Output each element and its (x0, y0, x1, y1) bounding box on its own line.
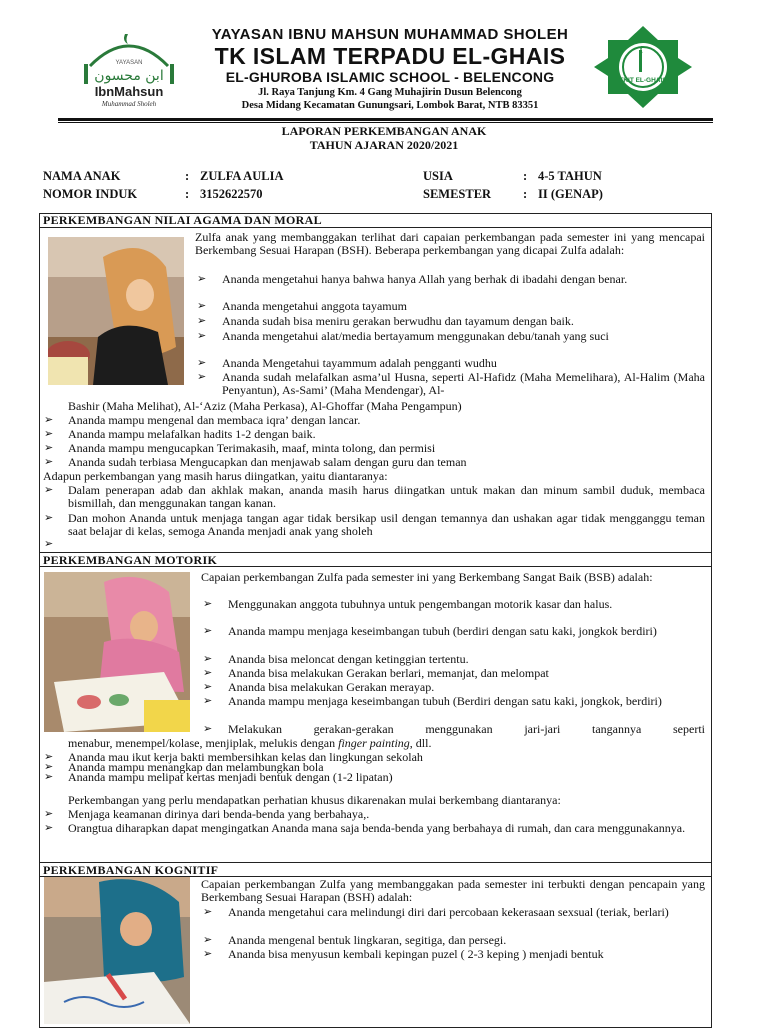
motorik-item-3: Ananda bisa meloncat dengan ketinggian tertentu. (228, 652, 469, 666)
motorik-item-4: Ananda bisa melakukan Gerakan berlari, memanjat, dan melompat (228, 666, 549, 680)
logo-sub-text: Muhammad Sholeh (101, 100, 157, 108)
address-line-1: Jl. Raya Tanjung Km. 4 Gang Muhajirin Dusun Belencong (258, 87, 522, 98)
semester-colon: : (523, 187, 528, 201)
name-label: NAMA ANAK (43, 169, 121, 183)
logo-top-text: YAYASAN (115, 60, 143, 66)
bullet-icon: ➢ (44, 484, 54, 496)
kognitif-item-3: Ananda bisa menyusun kembali kepingan puzel ( 2-3 keping ) menjadi bentuk (228, 947, 604, 961)
motorik-note: Perkembangan yang perlu mendapatkan perhatian khusus dikarenakan mulai berkembang diantaranya: (68, 793, 561, 807)
bullet-icon: ➢ (203, 598, 213, 610)
id-label: NOMOR INDUK (43, 187, 138, 201)
letterhead-text (190, 26, 590, 112)
school-name: TK ISLAM TERPADU EL-GHAIS (214, 43, 566, 69)
bullet-icon: ➢ (44, 771, 54, 783)
motorik-fine-emphasis: finger painting (338, 736, 410, 750)
agama-item3-1: Dalam penerapan adab dan akhlak makan, ananda masih harus diingatkan untuk makan dan minum sambil duduk, membaca bismillah, dan menggunakan tangan kanan. (68, 483, 705, 510)
bullet-icon: ➢ (197, 300, 207, 312)
school-logo-text: TKIT EL-GHAIS (619, 77, 667, 84)
semester-label: SEMESTER (423, 187, 492, 201)
school-logo (590, 24, 696, 110)
photo-child-painting (44, 572, 190, 732)
agama-item3-2: Dan mohon Ananda untuk menjaga tangan agar tidak bersikap usil dengan temannya dan ushakan agar tidak mengganggu teman saat belajar di kelas, semoga Ananda menjadi anak yang sholeh (68, 511, 705, 538)
motorik-item3-2: Orangtua diharapkan dapat mengingatkan Ananda mana saja benda-benda yang berbahaya di rumah, dan cara menggunakannya. (68, 821, 686, 835)
bullet-icon: ➢ (203, 934, 213, 946)
report-year-line: TAHUN AJARAN 2020/2021 (309, 138, 459, 152)
motorik-intro: Capaian perkembangan Zulfa pada semester ini yang Berkembang Sangat Baik (BSB) adalah: (201, 570, 653, 584)
motorik-item-5: Ananda bisa melakukan Gerakan merayap. (228, 680, 435, 694)
motorik-fine-text: menabur, menempel/kolase, menjiplak, melukis dengan (68, 736, 339, 750)
agama-item2-4: Ananda sudah terbiasa Mengucapkan dan menjawab salam dengan guru dan teman (68, 455, 467, 469)
bullet-icon: ➢ (197, 315, 207, 327)
motorik-item-6: Ananda mampu menjaga keseimbangan tubuh (Berdiri dengan satu kaki, jongkok, berdiri) (228, 694, 662, 708)
letterhead (0, 0, 768, 124)
motorik-item3-1: Menjaga keamanan dirinya dari benda-benda yang berbahaya,. (68, 807, 370, 821)
report-title-line: LAPORAN PERKEMBANGAN ANAK (281, 124, 487, 138)
school-subtitle: EL-GHUROBA ISLAMIC SCHOOL - BELENCONG (225, 69, 555, 85)
report-title (0, 124, 768, 152)
agama-item-3: Ananda sudah bisa meniru gerakan berwudhu dan tayamum dengan baik. (222, 314, 574, 328)
section-agama-title: PERKEMBANGAN NILAI AGAMA DAN MORAL (39, 213, 712, 228)
bullet-icon: ➢ (203, 653, 213, 665)
motorik-item-2: Ananda mampu menjaga keseimbangan tubuh (berdiri dengan satu kaki, jongkok berdiri) (228, 624, 657, 638)
agama-item-4: Ananda mengetahui alat/media bertayamum menggunakan debu/tanah yang suci (222, 329, 609, 343)
bullet-icon: ➢ (44, 822, 54, 834)
section-motorik-title: PERKEMBANGAN MOTORIK (39, 552, 712, 567)
kognitif-item-2: Ananda mengenal bentuk lingkaran, segitiga, dan persegi. (228, 933, 507, 947)
motorik-item-1: Menggunakan anggota tubuhnya untuk pengembangan motorik kasar dan halus. (228, 597, 613, 611)
bullet-icon: ➢ (44, 456, 54, 468)
bullet-icon: ➢ (44, 751, 54, 763)
foundation-logo (70, 30, 188, 114)
agama-item2-2: Ananda mampu melafalkan hadits 1-2 dengan baik. (68, 427, 316, 441)
bullet-icon: ➢ (197, 371, 207, 383)
kognitif-item-1: Ananda mengetahui cara melindungi diri dari percobaan kekerasaan sexsual (teriak, berlari) (228, 905, 669, 919)
bullet-icon: ➢ (197, 330, 207, 342)
photo-child-wudhu (48, 237, 184, 385)
bullet-icon: ➢ (203, 723, 213, 735)
logo-name-text: IbnMahsun (94, 84, 164, 99)
agama-item2-3: Ananda mampu mengucapkan Terimakasih, maaf, minta tolong, dan permisi (68, 441, 436, 455)
letterhead-rule (58, 118, 713, 121)
bullet-icon: ➢ (44, 414, 54, 426)
kognitif-intro: Capaian perkembangan Zulfa yang membanggakan pada semester ini terbukti dengan pencapain yang Berkembang Sesuai Harapan (BSH) adalah: (201, 877, 705, 904)
agama-note: Adapun perkembangan yang masih harus diingatkan, yaitu diantaranya: (43, 469, 388, 483)
foundation-name: YAYASAN IBNU MAHSUN MUHAMMAD SHOLEH (211, 26, 569, 43)
agama-item-5: Ananda Mengetahui tayammum adalah pengganti wudhu (222, 356, 497, 370)
address-line-2: Desa Midang Kecamatan Gunungsari, Lombok Barat, NTB 83351 (241, 100, 539, 111)
agama-item-1: Ananda mengetahui hanya bahwa hanya Allah yang berhak di ibadahi dengan benar. (222, 272, 628, 286)
id-colon: : (185, 187, 190, 201)
bullet-icon: ➢ (203, 948, 213, 960)
motorik-fine-end: , dll. (409, 736, 432, 750)
motorik-fine-motor-a: Melakukan gerakan-gerakan menggunakan jari-jari tangannya seperti (228, 722, 705, 736)
bullet-icon: ➢ (197, 273, 207, 285)
motorik-item2-3: Ananda mampu melipat kertas menjadi bentuk dengan (1-2 lipatan) (68, 770, 393, 784)
bullet-icon: ➢ (203, 906, 213, 918)
name-colon: : (185, 169, 190, 183)
bullet-icon: ➢ (44, 428, 54, 440)
id-value: 3152622570 (200, 187, 263, 201)
bullet-icon: ➢ (44, 512, 54, 524)
photo-child-drawing (44, 877, 190, 1024)
age-colon: : (523, 169, 528, 183)
age-label: USIA (423, 169, 453, 183)
bullet-icon: ➢ (44, 538, 54, 550)
logo-arabic-text: ابن محسون (94, 68, 164, 84)
agama-item2-1: Ananda mampu mengenal dan membaca iqra’ dengan lancar. (68, 413, 361, 427)
bullet-icon: ➢ (203, 695, 213, 707)
agama-item-asma: Ananda sudah melafalkan asma’ul Husna, seperti Al-Hafidz (Maha Memelihara), Al-Halim (Maha Penyantun), As-Sami’ (Maha Mendengar), Al- (222, 370, 705, 397)
agama-intro: Zulfa anak yang membanggakan terlihat dari capaian perkembangan pada semester ini yang mencapai Berkembang Sesuai Harapan (BSH). Beberapa perkembangan yang dicapai Zulfa adalah: (195, 230, 705, 257)
bullet-icon: ➢ (44, 761, 54, 773)
motorik-fine-motor-b (68, 737, 705, 750)
letterhead-rule-thin (58, 122, 713, 123)
name-value: ZULFA AULIA (200, 169, 284, 183)
agama-item-asma-cont: Bashir (Maha Melihat), Al-‘Aziz (Maha Perkasa), Al-Ghoffar (Maha Pengampun) (68, 399, 462, 413)
bullet-icon: ➢ (203, 681, 213, 693)
semester-value: II (GENAP) (538, 187, 603, 201)
bullet-icon: ➢ (203, 625, 213, 637)
agama-item-2: Ananda mengetahui anggota tayamum (222, 299, 407, 313)
motorik-item2-2: Ananda mampu menangkap dan melambungkan bola (68, 760, 324, 774)
bullet-icon: ➢ (44, 442, 54, 454)
motorik-item2-1: Ananda mau ikut kerja bakti membersihkan kelas dan lingkungan sekolah (68, 750, 423, 764)
age-value: 4-5 TAHUN (538, 169, 602, 183)
bullet-icon: ➢ (203, 667, 213, 679)
bullet-icon: ➢ (197, 357, 207, 369)
bullet-icon: ➢ (44, 808, 54, 820)
section-kognitif-title: PERKEMBANGAN KOGNITIF (39, 862, 712, 877)
